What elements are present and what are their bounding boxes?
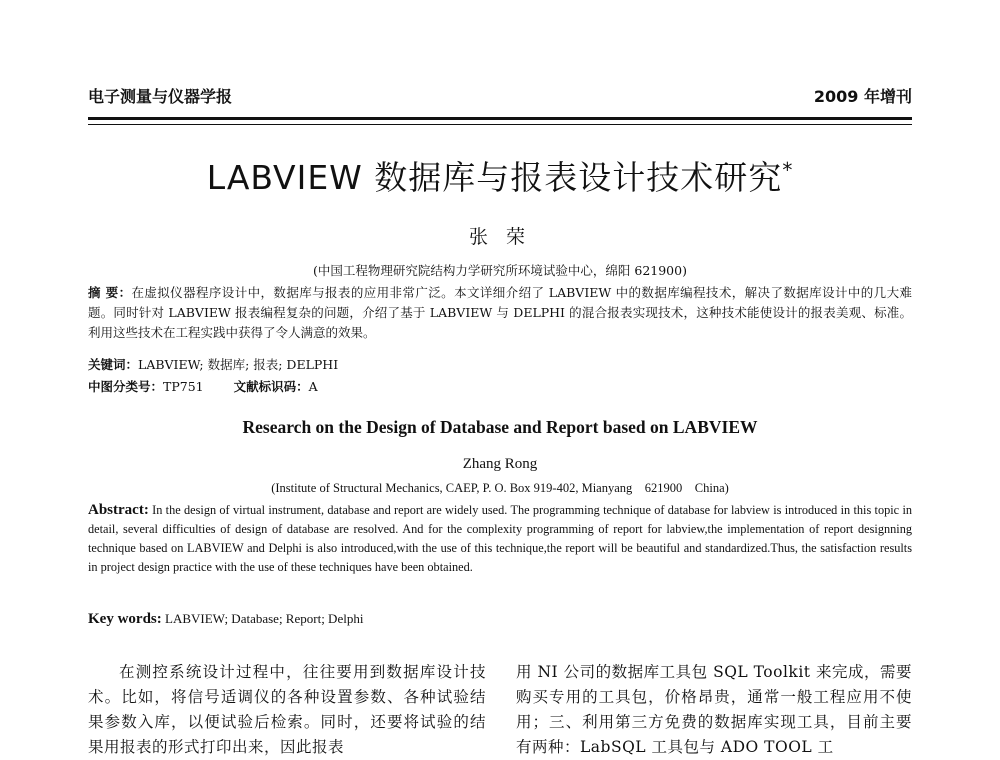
classification-line — [88, 377, 912, 397]
keywords-cn — [88, 355, 912, 375]
paper-title-cn — [0, 152, 1000, 199]
header-rule-thin — [88, 124, 912, 125]
abstract-en-text: In the design of virtual instrument, database and report are widely used. The programming technique of database for labview is introduced in this topic in detail, several difficulties of design of database are resolved. And for the complexity programming of report for labview,the implementation of report designning technique based on LABVIEW and Delphi is also introduced,with the use of this technique,the report will be beautiful and standardized.Thus, the satisfaction results in project design practice with the use of these techniques have been obtained. — [88, 503, 913, 574]
abstract-cn — [88, 283, 912, 343]
paper-title-cn-text: LABVIEW 数据库与报表设计技术研究 — [206, 158, 783, 197]
author-en: Zhang Rong — [462, 456, 538, 472]
keywords-cn-label: 关键词： — [88, 357, 139, 372]
keywords-en-text: LABVIEW; Database; Report; Delphi — [165, 611, 364, 626]
keywords-en — [88, 611, 363, 628]
affiliation-cn: (中国工程物理研究院结构力学研究所环境试验中心，绵阳 621900) — [313, 263, 687, 278]
footnote-mark: * — [782, 158, 794, 182]
clc-value: TP751 — [163, 379, 204, 394]
author-cn: 张 荣 — [468, 226, 532, 248]
paper-title-en: Research on the Design of Database and Report based on LABVIEW — [242, 417, 758, 437]
abstract-en — [88, 501, 912, 577]
keywords-en-label: Key words: — [88, 611, 162, 627]
doc-code-value: A — [308, 379, 318, 394]
abstract-cn-text: 在虚拟仪器程序设计中，数据库与报表的应用非常广泛。本文详细介绍了 LABVIEW 中的数据库编程技术，解决了数据库设计中的几大难题。同时针对 LABVIEW 报表编程复杂的问题，介绍了基于 LABVIEW 与 DELPHI 的混合报表实现技术，这种技术能使设计的报表美观、标准。利用这些技术在工程实践中获得了令人满意的效果。 — [88, 285, 912, 340]
affiliation-en: (Institute of Structural Mechanics, CAEP, P. O. Box 919-402, Mianyang 621900 China) — [271, 481, 729, 495]
journal-name: 电子测量与仪器学报 — [88, 87, 233, 106]
body-column-left: 在测控系统设计过程中，往往要用到数据库设计技术。比如，将信号适调仪的各种设置参数、各种试验结果参数入库，以便试验后检索。同时，还要将试验的结果用报表的形式打印出来，因此报表 — [88, 663, 486, 756]
body-column-right: 用 NI 公司的数据库工具包 SQL Toolkit 来完成，需要购买专用的工具包，价格昂贵，通常一般工程应用不使用；三、利用第三方免费的数据库实现工具，目前主要有两种：LabSQL 工具包与 ADO TOOL 工 — [516, 663, 912, 756]
abstract-en-label: Abstract: — [88, 502, 149, 518]
doc-code-label: 文献标识码： — [233, 379, 309, 394]
header-rule-thick — [88, 117, 912, 120]
issue-label: 2009 年增刊 — [813, 87, 912, 106]
clc-label: 中图分类号： — [88, 379, 164, 394]
keywords-cn-text: LABVIEW; 数据库; 报表; DELPHI — [138, 357, 339, 372]
abstract-cn-label: 摘 要： — [88, 285, 132, 300]
